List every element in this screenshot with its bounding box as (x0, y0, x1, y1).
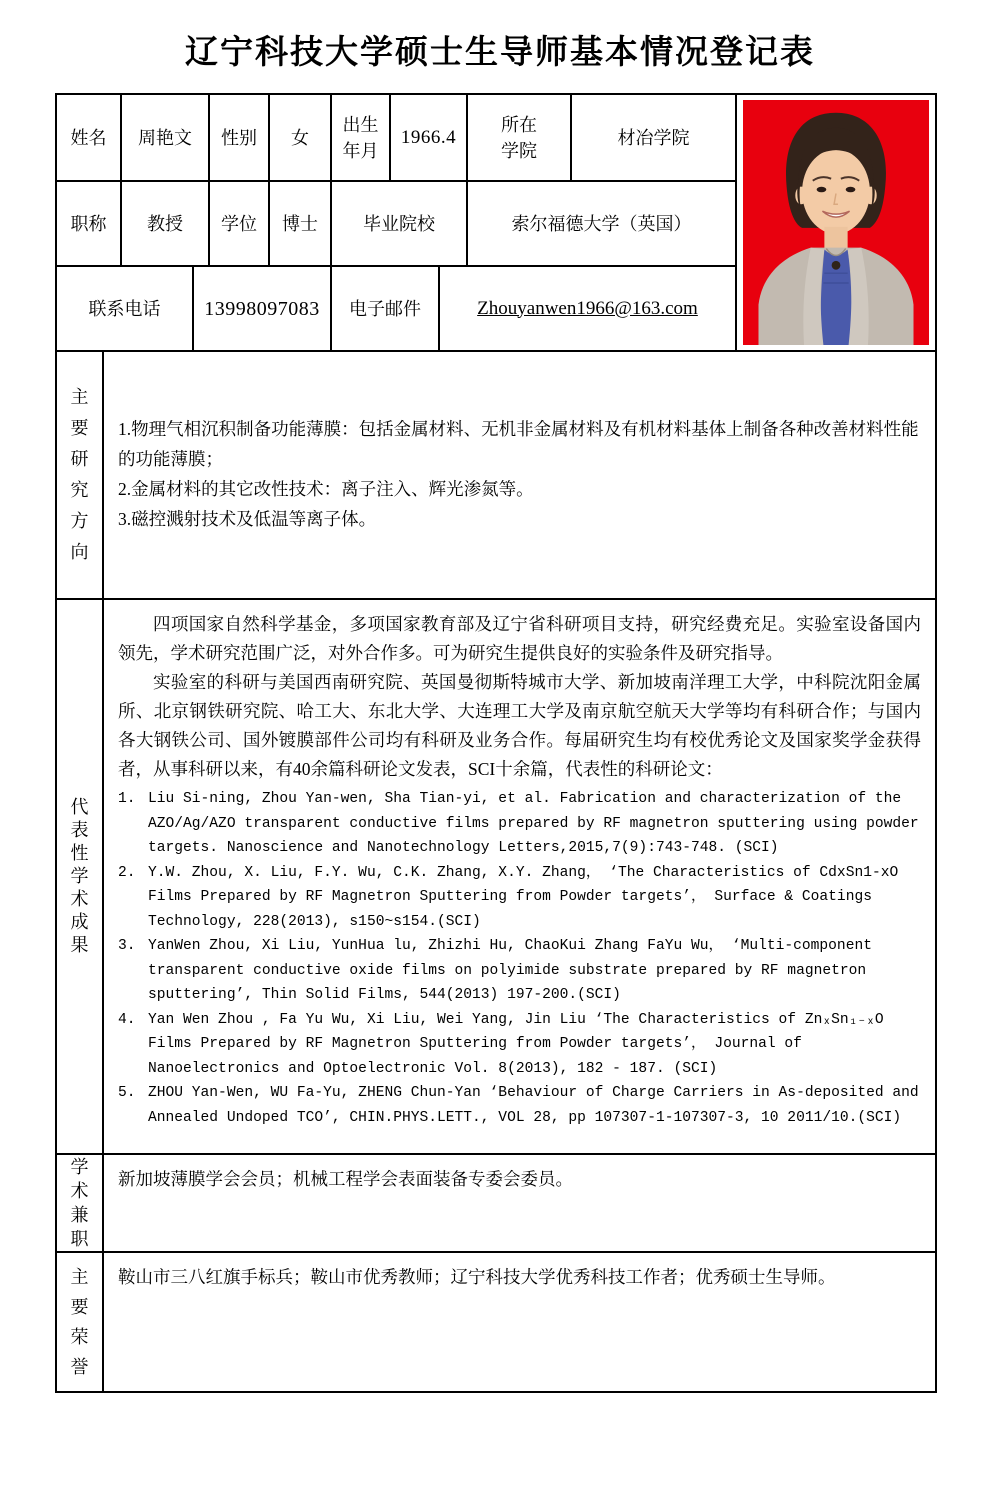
honors-section-label-text: 主要荣誉 (70, 1267, 89, 1377)
phone-label: 联系电话 (57, 267, 194, 352)
form-table (55, 93, 937, 1393)
achievements-paragraph: 四项国家自然科学基金，多项国家教育部及辽宁省科研项目支持，研究经费充足。实验室设备国内领先，学术研究范围广泛，对外合作多。可为研究生提供良好的实验条件及研究指导。 (118, 614, 921, 663)
list-item (118, 787, 927, 861)
publication-number: 4. (118, 1011, 136, 1028)
gender-label: 性别 (210, 95, 270, 182)
college-value: 材冶学院 (572, 95, 737, 182)
section-achievements (57, 600, 935, 1155)
research-content (104, 352, 935, 598)
email-link[interactable]: Zhouyanwen1966@163.com (477, 297, 698, 319)
email-cell (440, 267, 737, 352)
college-label (468, 95, 572, 182)
birth-label: 出生年月 (332, 95, 391, 182)
identity-fields (57, 95, 737, 352)
birth-value (391, 95, 468, 182)
college-label-text: 所在学院 (500, 114, 537, 161)
name-label: 姓名 (57, 95, 122, 182)
identity-block (57, 95, 935, 352)
research-item: 2.金属材料的其它改性技术：离子注入、辉光渗氮等。 (118, 479, 534, 499)
publication-number: 1. (118, 791, 136, 807)
title-value: 教授 (122, 182, 210, 267)
memberships-section-label-text: 学术兼职 (70, 1157, 89, 1249)
gender-value: 女 (270, 95, 332, 182)
research-item: 3.磁控溅射技术及低温等离子体。 (118, 509, 377, 529)
research-section-label-text: 主要研究方向 (70, 387, 89, 562)
name-value: 周艳文 (122, 95, 210, 182)
email-label: 电子邮件 (332, 267, 440, 352)
list-item (118, 1008, 927, 1082)
publication-list (118, 787, 927, 1130)
title-label: 职称 (57, 182, 122, 267)
research-section-label (57, 352, 104, 598)
honors-content: 鞍山市三八红旗手标兵；鞍山市优秀教师；辽宁科技大学优秀科技工作者；优秀硕士生导师。 (118, 1267, 836, 1287)
school-label: 毕业院校 (332, 182, 468, 267)
achievements-section-label (57, 600, 104, 1153)
section-research (57, 352, 935, 600)
list-item (118, 934, 927, 1008)
memberships-content: 新加坡薄膜学会会员；机械工程学会表面装备专委会委员。 (118, 1169, 573, 1189)
publication-number: 2. (118, 864, 136, 881)
degree-value: 博士 (270, 182, 332, 267)
publication-text: YanWen Zhou, Xi Liu, YunHua lu, Zhizhi Hu, ChaoKui Zhang FaYu Wu， ‘Multi-component transparent conductive oxide films on polyimide substrate prepared by RF magnetron sputtering’, Thin Solid Films, 544(2013) 197-200.(SCI) (148, 938, 872, 1003)
publication-text: Yan Wen Zhou , Fa Yu Wu, Xi Liu, Wei Yang, Jin Liu ‘The Characteristics of ZnₓSn₁₋ₓO Films Prepared by RF Magnetron Sputtering from Powder targets’， Journal of Nanoelectronics and Optoelectronic Vol. 8(2013), 182 - 187. (SCI) (148, 1011, 884, 1077)
section-memberships (57, 1155, 935, 1253)
memberships-section-label (57, 1155, 104, 1251)
publication-number: 3. (118, 938, 136, 954)
table-row (57, 95, 737, 182)
section-honors (57, 1253, 935, 1391)
degree-label: 学位 (210, 182, 270, 267)
table-row (57, 182, 737, 267)
photo-cell (737, 95, 935, 352)
research-item: 1.物理气相沉积制备功能薄膜：包括金属材料、无机非金属材料及有机材料基体上制备各种改善材料性能的功能薄膜； (118, 419, 919, 469)
publication-text: ZHOU Yan-Wen, WU Fa-Yu, ZHENG Chun-Yan ‘Behaviour of Charge Carriers in As-deposited and Annealed Undoped TCO’, CHIN.PHYS.LETT., VOL 28, pp 107307-1-107307-3, 10 2011/10.(SCI) (148, 1085, 919, 1126)
publication-text: Y.W. Zhou, X. Liu, F.Y. Wu, C.K. Zhang, X.Y. Zhang， ‘The Characteristics of CdxSn1-xO Films Prepared by RF Magnetron Sputtering from Powder targets’， Surface & Coatings Technology, 228(2013), s150~s154.(SCI) (148, 864, 899, 930)
publication-number: 5. (118, 1085, 136, 1101)
list-item (118, 1081, 927, 1130)
table-row (57, 267, 737, 352)
phone-value (194, 267, 332, 352)
achievements-section-label-text: 代表性学术成果 (70, 797, 89, 955)
portrait-photo (743, 100, 929, 345)
school-value: 索尔福德大学（英国） (468, 182, 737, 267)
birth-value-text: 1966.4 (400, 126, 457, 148)
achievements-paragraph: 实验室的科研与美国西南研究院、英国曼彻斯特城市大学、新加坡南洋理工大学，中科院沈阳金属所、北京钢铁研究院、哈工大、东北大学、大连理工大学及南京航空航天大学等均有科研合作；与国内各大钢铁公司、国外镀膜部件公司均有科研及业务合作。每届研究生均有校优秀论文及国家奖学金获得者，从事科研以来，有40余篇科研论文发表，SCI十余篇，代表性的科研论文： (118, 672, 921, 779)
honors-section-label (57, 1253, 104, 1391)
page-title: 辽宁科技大学硕士生导师基本情况登记表 (185, 35, 815, 71)
list-item (118, 861, 927, 935)
publication-text: Liu Si-ning, Zhou Yan-wen, Sha Tian-yi, et al. Fabrication and characterization of the AZO/Ag/AZO transparent conductive films prepared by RF magnetron sputtering using powder targets. Nanoscience and Nanotechnology Letters,2015,7(9):743-748. (SCI) (148, 791, 919, 856)
phone-value-text: 13998097083 (204, 297, 320, 320)
achievements-content (104, 600, 935, 1153)
